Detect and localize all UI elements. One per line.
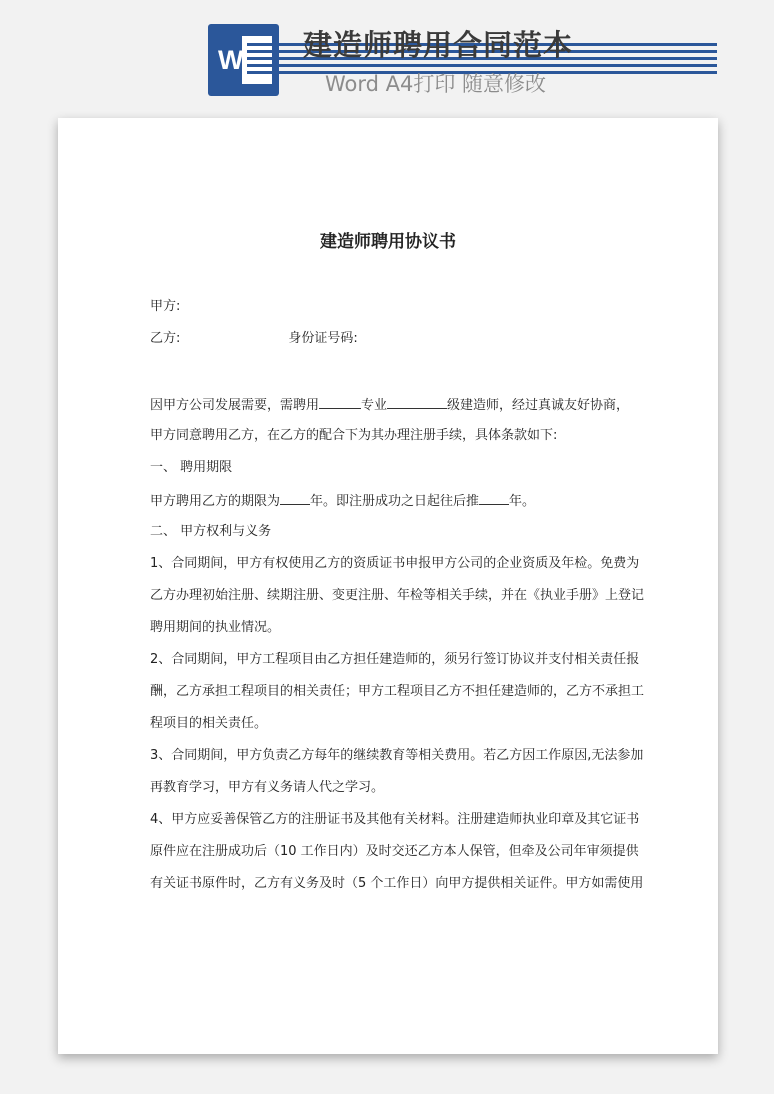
paragraph-line: 甲方同意聘用乙方，在乙方的配合下为其办理注册手续，具体条款如下:	[150, 428, 558, 443]
clause-line: 1、合同期间，甲方有权使用乙方的资质证书申报甲方公司的企业资质及年检。免费为	[150, 556, 640, 571]
blank-field	[280, 491, 310, 505]
document-title: 建造师聘用协议书	[320, 232, 456, 252]
paragraph-line: 因甲方公司发展需要，需聘用 专业 级建造师，经过真诚友好协商，	[150, 395, 620, 415]
banner-subtitle: Word A4打印 随意修改	[325, 72, 547, 96]
clause-line: 再教育学习，甲方有义务请人代之学习。	[150, 780, 385, 795]
party-a-line: 甲方:	[150, 299, 181, 314]
document-page	[58, 118, 718, 1054]
party-b-line: 乙方: 身份证号码:	[150, 331, 358, 346]
clause-line: 酬，乙方承担工程项目的相关责任；甲方工程项目乙方不担任建造师的，乙方不承担工	[150, 684, 645, 699]
banner-title: 建造师聘用合同范本	[303, 28, 574, 62]
banner	[0, 0, 774, 118]
clause-line: 程项目的相关责任。	[150, 716, 268, 731]
id-number-label: 身份证号码:	[288, 331, 358, 346]
blank-field	[479, 491, 509, 505]
clause-line: 聘用期间的执业情况。	[150, 620, 281, 635]
clause-line: 原件应在注册成功后（10 工作日内）及时交还乙方本人保管，但牵及公司年审须提供	[150, 844, 639, 859]
blank-field	[387, 395, 447, 409]
clause-line: 2、合同期间，甲方工程项目由乙方担任建造师的，须另行签订协议并支付相关责任报	[150, 652, 640, 667]
section-heading: 二、 甲方权利与义务	[150, 524, 272, 539]
blank-field	[319, 395, 361, 409]
clause-line: 4、甲方应妥善保管乙方的注册证书及其他有关材料。注册建造师执业印章及其它证书	[150, 812, 640, 827]
clause-line: 有关证书原件时，乙方有义务及时（5 个工作日）向甲方提供相关证件。甲方如需使用	[150, 876, 644, 891]
word-icon	[208, 24, 279, 96]
clause-line: 3、合同期间，甲方负责乙方每年的继续教育等相关费用。若乙方因工作原因,无法参加	[150, 748, 644, 763]
section-heading: 一、 聘用期限	[150, 460, 233, 475]
clause-line: 乙方办理初始注册、续期注册、变更注册、年检等相关手续，并在《执业手册》上登记	[150, 588, 645, 603]
paragraph-line: 甲方聘用乙方的期限为 年。即注册成功之日起往后推 年。	[150, 491, 620, 511]
word-logo-letter: W	[218, 45, 244, 75]
